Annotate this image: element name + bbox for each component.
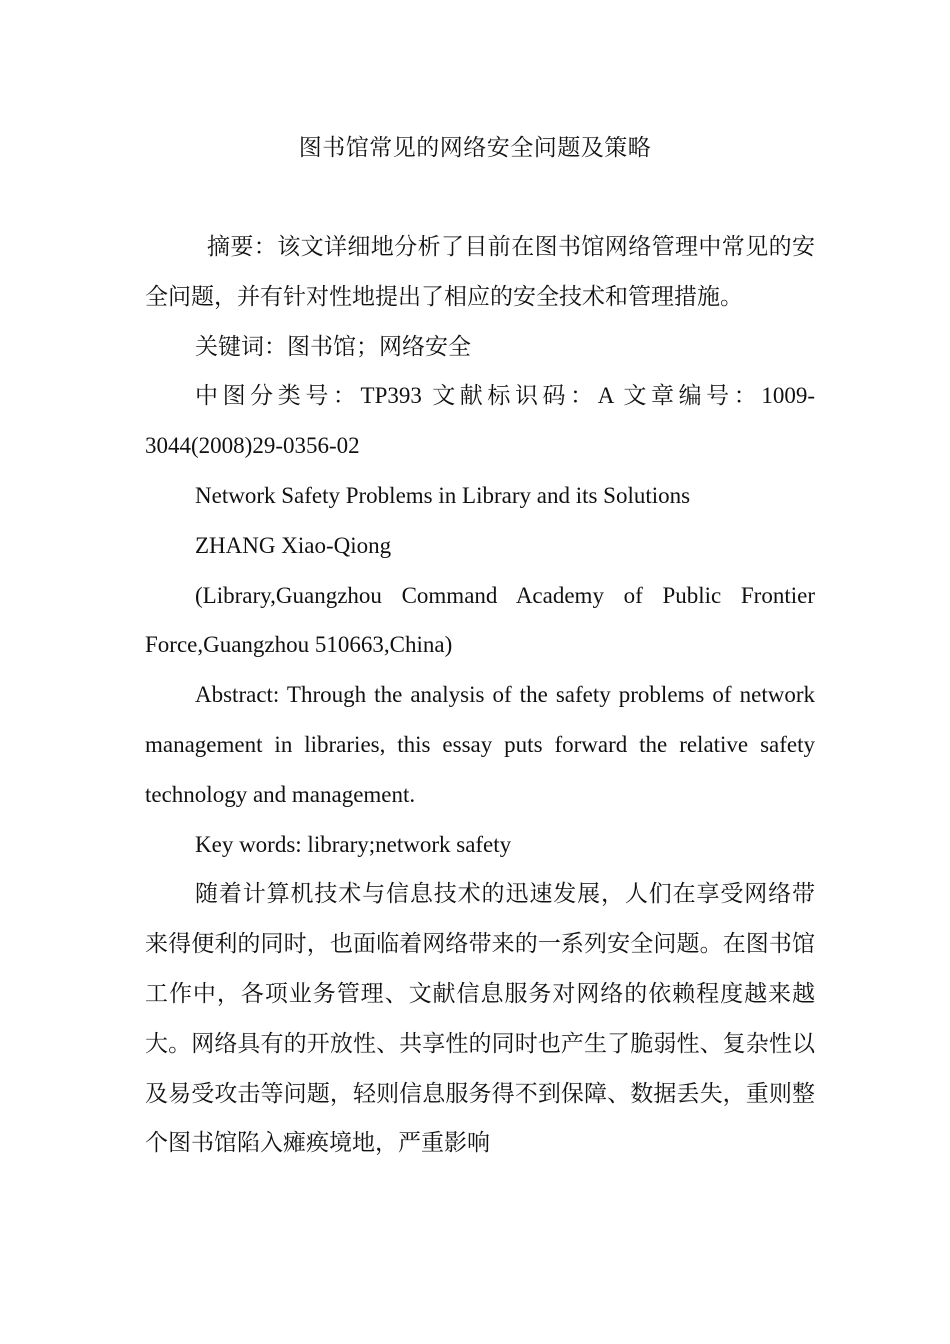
- keywords-english: Key words: library;network safety: [195, 831, 512, 857]
- abstract-english: Abstract: Through the analysis of the safety problems of network management in libraries, this essay puts forward the relative safety technology and management.: [145, 682, 815, 807]
- body-paragraph: 随着计算机技术与信息技术的迅速发展，人们在享受网络带来得便利的同时，也面临着网络带来的一系列安全问题。在图书馆工作中，各项业务管理、文献信息服务对网络的依赖程度越来越大。网络具有的开放性、共享性的同时也产生了脆弱性、复杂性以及易受攻击等问题，轻则信息服务得不到保障、数据丢失，重则整个图书馆陷入瘫痪境地，严重影响: [145, 881, 815, 1156]
- document-title: 图书馆常见的网络安全问题及策略: [298, 135, 652, 160]
- document-body: [145, 222, 815, 1168]
- keywords-chinese: 关键词：图书馆；网络安全: [195, 333, 471, 359]
- classification-info: 中图分类号：TP393 文献标识码：A 文章编号：1009-3044(2008)29-0356-02: [145, 383, 815, 459]
- abstract-chinese: 摘要：该文详细地分析了目前在图书馆网络管理中常见的安全问题，并有针对性地提出了相应的安全技术和管理措施。: [145, 234, 815, 309]
- english-affiliation: (Library,Guangzhou Command Academy of Public Frontier Force,Guangzhou 510663,China): [145, 582, 815, 658]
- english-title: Network Safety Problems in Library and its Solutions: [195, 482, 691, 508]
- english-author: ZHANG Xiao-Qiong: [195, 532, 392, 558]
